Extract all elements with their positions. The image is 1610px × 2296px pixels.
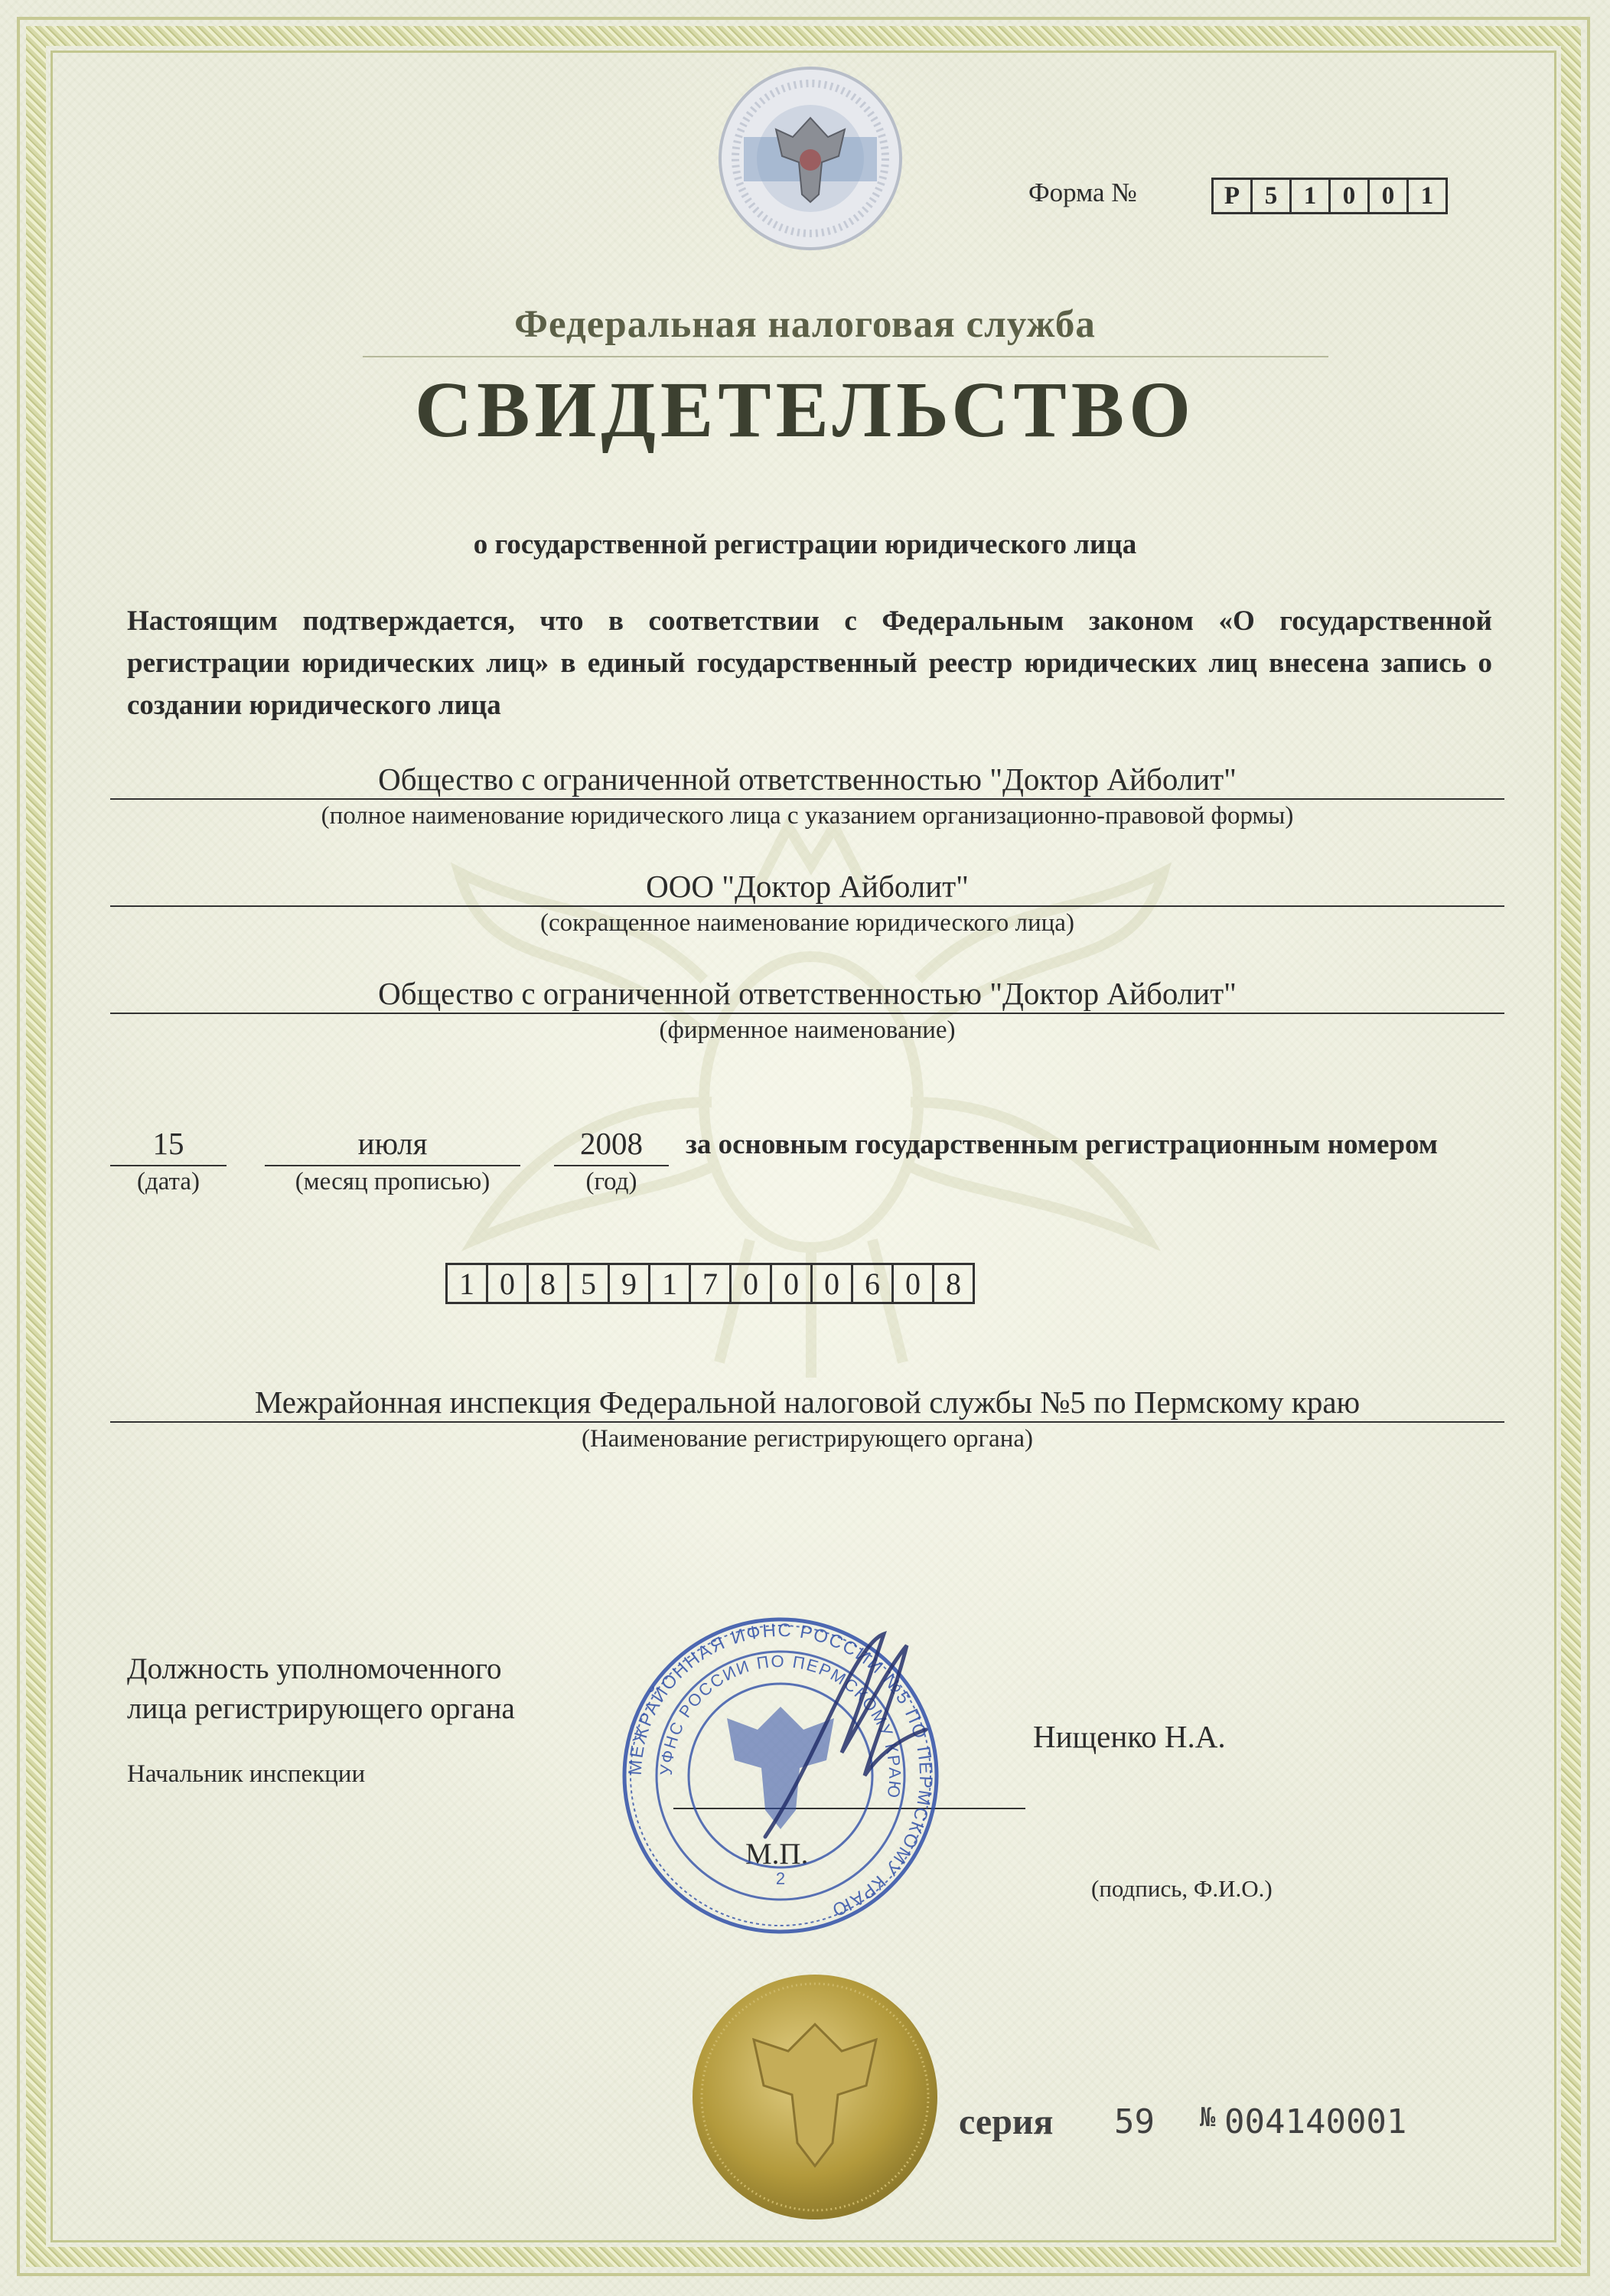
underline — [110, 905, 1504, 907]
form-code-char: 0 — [1367, 180, 1406, 212]
ogrn-digit: 1 — [648, 1265, 689, 1302]
ogrn-digit: 9 — [608, 1265, 648, 1302]
body-paragraph: Настоящим подтверждается, что в соответствии с Федеральным законом «О государственной регистрации юридических лиц» в единый государственный реестр юридических лиц внесена запись о создании юридического лица — [127, 605, 1492, 721]
document-number: 004140001 — [1224, 2102, 1407, 2141]
ogrn-digit: 6 — [851, 1265, 891, 1302]
series-value: 59 — [1114, 2102, 1155, 2141]
signatory-position: Начальник инспекции — [127, 1760, 366, 1788]
ogrn-digit: 0 — [486, 1265, 526, 1302]
form-code-char: Р — [1224, 181, 1240, 210]
gold-seal-emblem-icon — [689, 1971, 941, 2223]
ogrn-digit: 5 — [567, 1265, 608, 1302]
ogrn-digit: 8 — [526, 1265, 567, 1302]
ogrn-digit: 8 — [932, 1265, 973, 1302]
registration-year: 2008 — [580, 1126, 643, 1161]
underline — [110, 1421, 1504, 1423]
stamp-outer-text: МЕЖРАЙОННАЯ ИФНС РОССИИ №5 ПО ПЕРМСКОМУ КРАЮ — [624, 1619, 937, 1921]
registration-year-hint: (год) — [585, 1168, 637, 1195]
hologram-emblem-icon — [716, 64, 904, 253]
ogrn-digit: 1 — [459, 1266, 474, 1301]
registration-month: июля — [357, 1126, 428, 1161]
mp-label: М.П. — [745, 1838, 809, 1870]
ogrn-label: за основным государственным регистрационным номером — [686, 1129, 1439, 1160]
document-title: СВИДЕТЕЛЬСТВО — [414, 366, 1196, 454]
registration-day: 15 — [152, 1126, 184, 1161]
ogrn-digit: 0 — [770, 1265, 810, 1302]
document-subtitle: о государственной регистрации юридического лица — [473, 529, 1137, 560]
entity-full-name-hint: (полное наименование юридического лица с указанием организационно-правовой формы) — [321, 802, 1294, 830]
number-sign: № — [1200, 2102, 1216, 2133]
underline — [265, 1165, 520, 1166]
position-label — [127, 1649, 515, 1729]
entity-short-name-hint: (сокращенное наименование юридического лица) — [540, 909, 1074, 937]
underline — [110, 1013, 1504, 1014]
registration-month-hint: (месяц прописью) — [295, 1168, 490, 1195]
form-code-char: 1 — [1406, 180, 1445, 212]
entity-brand-name-hint: (фирменное наименование) — [659, 1016, 956, 1044]
series-label: серия — [959, 2102, 1054, 2142]
agency-divider — [363, 356, 1328, 357]
underline — [110, 1165, 227, 1166]
authority-hint: (Наименование регистрирующего органа) — [581, 1425, 1034, 1453]
form-code-char: 5 — [1250, 180, 1289, 212]
ogrn-digit: 0 — [729, 1265, 770, 1302]
registration-day-hint: (дата) — [136, 1168, 200, 1195]
stamp-number: 2 — [775, 1869, 786, 1888]
authority-name: Межрайонная инспекция Федеральной налоговой службы №5 по Пермскому краю — [254, 1384, 1361, 1420]
ogrn-boxes — [445, 1263, 975, 1304]
form-code-char: 1 — [1289, 180, 1328, 212]
signature-hint: (подпись, Ф.И.О.) — [1091, 1875, 1273, 1902]
ogrn-digit: 7 — [689, 1265, 729, 1302]
signatory-name: Нищенко Н.А. — [1033, 1719, 1226, 1754]
entity-full-name: Общество с ограниченной ответственностью "Доктор Айболит" — [378, 762, 1237, 797]
agency-name: Федеральная налоговая служба — [514, 303, 1096, 346]
entity-short-name: ООО "Доктор Айболит" — [646, 869, 969, 904]
underline — [110, 798, 1504, 800]
form-number-label: Форма № — [1028, 178, 1137, 207]
position-label-line1: Должность уполномоченного — [127, 1652, 502, 1685]
stamp-inner-text: УФНС РОССИИ ПО ПЕРМСКОМУ КРАЮ — [656, 1651, 905, 1801]
ogrn-digit: 0 — [891, 1265, 932, 1302]
form-number-boxes — [1211, 178, 1448, 214]
form-code-char: 0 — [1328, 180, 1367, 212]
handwritten-signature — [750, 1623, 949, 1852]
position-label-line2: лица регистрирующего органа — [127, 1692, 515, 1725]
entity-brand-name: Общество с ограниченной ответственностью "Доктор Айболит" — [378, 976, 1237, 1011]
ogrn-digit: 0 — [810, 1265, 851, 1302]
underline — [554, 1165, 669, 1166]
